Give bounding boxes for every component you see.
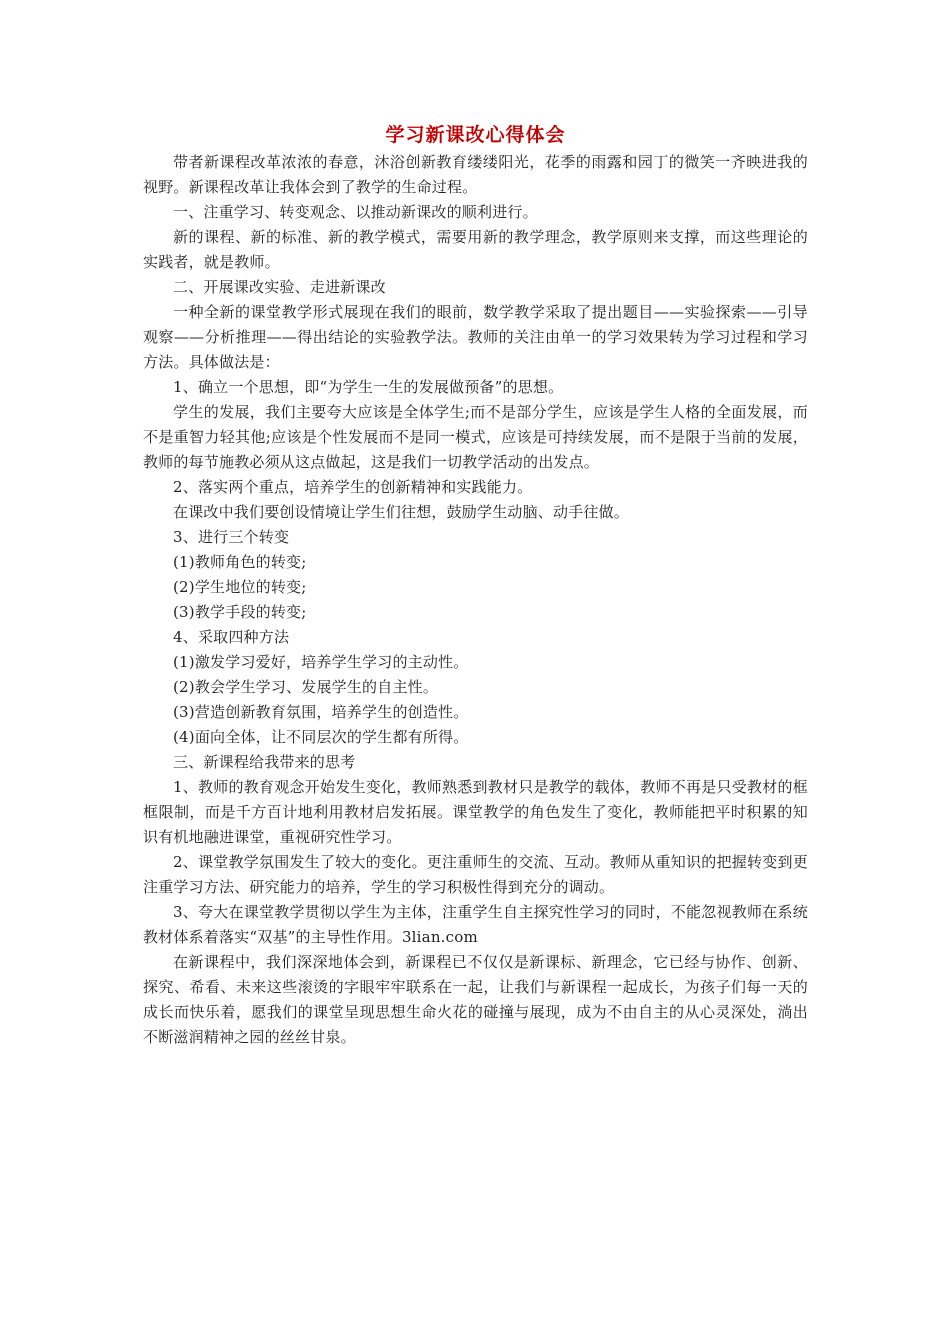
sub-list-item: (1)激发学习爱好，培养学生学习的主动性。 — [173, 653, 469, 671]
paragraph-conclusion: 在新课程中，我们深深地体会到，新课程已不仅仅是新课标、新理念，它已经与协作、创新、探究、希看、未来这些滚烫的字眼牢牢联系在一起，让我们与新课程一起成长，为孩子们每一天的成长而快乐着，愿我们的课堂呈现思想生命火花的碰撞与展现，成为不由自主的从心灵深处，淌出不断滋润精神之园的丝丝甘泉。 — [143, 953, 808, 1046]
list-item: 1、确立一个思想，即“为学生一生的发展做预备”的思想。 — [173, 378, 564, 396]
section-heading-3: 三、新课程给我带来的思考 — [173, 753, 356, 771]
sub-list-item: (3)教学手段的转变; — [173, 603, 307, 621]
paragraph: 新的课程、新的标准、新的教学模式，需要用新的教学理念，教学原则来支撑，而这些理论的实践者，就是教师。 — [143, 228, 808, 271]
list-item: 4、采取四种方法 — [173, 628, 290, 646]
paragraph: 一种全新的课堂教学形式展现在我们的眼前，数学教学采取了提出题目——实验探索——引导观察——分析推理——得出结论的实验教学法。教师的关注由单一的学习效果转为学习过程和学习方法。具体做法是： — [143, 303, 808, 371]
sub-list-item: (3)营造创新教育氛围，培养学生的创造性。 — [173, 703, 469, 721]
list-item: 3、进行三个转变 — [173, 528, 290, 546]
sub-list-item: (2)教会学生学习、发展学生的自主性。 — [173, 678, 439, 696]
list-item: 3、夸大在课堂教学贯彻以学生为主体，注重学生自主探究性学习的同时，不能忽视教师在系统教材体系着落实“双基”的主导性作用。3lian.com — [143, 903, 808, 946]
section-heading-1: 一、注重学习、转变观念、以推动新课改的顺利进行。 — [173, 203, 538, 221]
list-item: 2、课堂教学氛围发生了较大的变化。更注重师生的交流、互动。教师从重知识的把握转变到更注重学习方法、研究能力的培养，学生的学习积极性得到充分的调动。 — [143, 853, 808, 896]
sub-list-item: (2)学生地位的转变; — [173, 578, 307, 596]
document-page — [143, 120, 808, 1050]
list-item: 2、落实两个重点，培养学生的创新精神和实践能力。 — [173, 478, 533, 496]
paragraph: 在课改中我们要创设情境让学生们往想，鼓励学生动脑、动手往做。 — [173, 503, 630, 521]
list-item: 1、教师的教育观念开始发生变化，教师熟悉到教材只是教学的载体，教师不再是只受教材的框框限制，而是千方百计地利用教材启发拓展。课堂教学的角色发生了变化，教师能把平时积累的知识有机地融进课堂，重视研究性学习。 — [143, 778, 808, 846]
paragraph: 学生的发展，我们主要夸大应该是全体学生;而不是部分学生，应该是学生人格的全面发展，而不是重智力轻其他;应该是个性发展而不是同一模式，应该是可持续发展，而不是限于当前的发展，教师的每节施教必须从这点做起，这是我们一切教学活动的出发点。 — [143, 403, 808, 471]
section-heading-2: 二、开展课改实验、走进新课改 — [173, 278, 386, 296]
sub-list-item: (1)教师角色的转变; — [173, 553, 307, 571]
sub-list-item: (4)面向全体，让不同层次的学生都有所得。 — [173, 728, 469, 746]
document-title: 学习新课改心得体会 — [385, 124, 566, 146]
paragraph-intro: 带者新课程改革浓浓的春意，沐浴创新教育缕缕阳光，花季的雨露和园丁的微笑一齐映进我的视野。新课程改革让我体会到了教学的生命过程。 — [143, 153, 808, 196]
